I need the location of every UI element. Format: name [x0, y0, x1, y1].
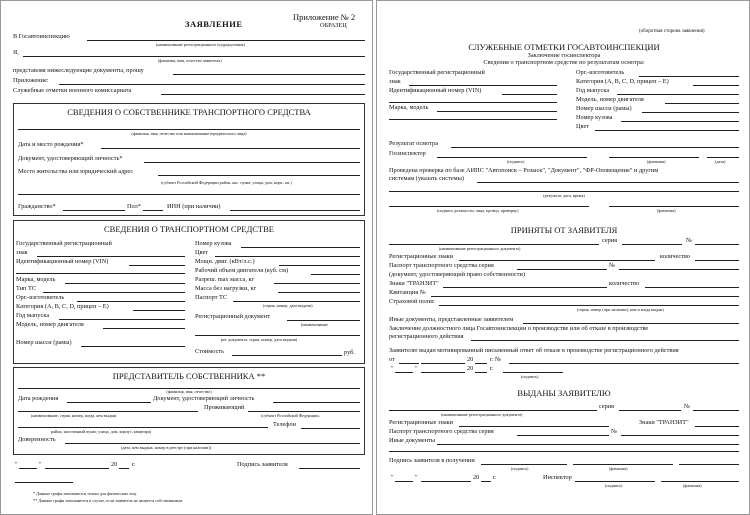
iss-inspector-surname-hint: (фамилия)	[683, 483, 702, 488]
acc-from-label: от	[389, 356, 395, 363]
vehicle-body-field[interactable]	[241, 247, 360, 248]
iss-surname-hint: (фамилия)	[609, 466, 628, 471]
rep-phone-label: Телефон	[273, 421, 297, 428]
r-color-label: Цвет	[576, 123, 590, 130]
owner-inn-field[interactable]	[230, 210, 360, 211]
acc-date-year-prefix: 20	[467, 365, 474, 372]
vehicle-reg-sign-label-2: знак	[16, 249, 28, 256]
r-engine-field[interactable]	[665, 103, 739, 104]
rep-poa-label: Доверенность	[18, 436, 56, 443]
owner-id-doc-field[interactable]	[144, 162, 360, 163]
service-title: СЛУЖЕБНЫЕ ОТМЕТКИ ГОСАВТОИНСПЕКЦИИ	[468, 42, 660, 52]
owner-residence-field-2[interactable]	[18, 194, 360, 195]
acc-plates-label: Регистрационные знаки	[389, 253, 454, 260]
iss-doc-field[interactable]	[389, 410, 597, 411]
iss-signature-hint: (подпись)	[511, 466, 529, 471]
applicant-signature-label: Подпись заявителя	[237, 461, 288, 468]
rep-phone-field[interactable]	[301, 428, 360, 429]
iss-inspector-label: Инспектор	[543, 474, 572, 481]
owner-section-title: СВЕДЕНИЯ О СОБСТВЕННИКЕ ТРАНСПОРТНОГО СРЕДСТВА	[67, 107, 311, 117]
iss-doc-hint: (наименование регистрационного документа)	[441, 412, 523, 417]
rep-name-hint: (фамилия, имя, отчество)	[166, 389, 212, 394]
r-category-field[interactable]	[693, 85, 739, 86]
vehicle-make-field[interactable]	[65, 283, 185, 284]
acc-other-docs-field[interactable]	[523, 323, 739, 324]
vehicle-vin-field[interactable]	[129, 265, 185, 266]
r-reg-sign-field[interactable]	[409, 85, 557, 86]
applicant-name-field[interactable]	[23, 56, 365, 57]
vehicle-color-field[interactable]	[215, 256, 360, 257]
owner-sex-label: Пол*	[127, 203, 141, 210]
acc-refusal-text: Заявителю выдан мотивированный письменный ответ об отказе в производстве регистрационного действия	[389, 347, 679, 354]
iss-number-field[interactable]	[693, 410, 739, 411]
r-reg-sign-label: Государственный регистрационный	[389, 69, 485, 76]
vehicle-reg-sign-field[interactable]	[37, 256, 185, 257]
acc-date-year-suffix: г.	[490, 365, 494, 372]
acc-refusal-number-field[interactable]	[509, 363, 739, 364]
acc-count-label: количество	[660, 253, 691, 260]
r-check-result-field[interactable]	[389, 191, 739, 192]
iss-other-field-2[interactable]	[389, 451, 739, 452]
owner-citizenship-field[interactable]	[63, 210, 125, 211]
iss-year-prefix: 20	[473, 474, 480, 481]
iss-quote-open: "	[391, 474, 394, 481]
iss-series-field[interactable]	[619, 410, 681, 411]
acc-date-sign-field[interactable]	[503, 372, 563, 373]
acc-quote-close: "	[415, 365, 418, 372]
applicant-name-hint: (фамилия, имя, отчество заявителя)	[158, 58, 222, 63]
vehicle-volume-field[interactable]	[311, 274, 360, 275]
acc-from-day-field[interactable]	[399, 363, 419, 364]
appendix-label: Приложение:	[13, 77, 49, 84]
acc-pts-label: Паспорт транспортного средства серия	[389, 262, 494, 269]
rep-address-field[interactable]	[18, 427, 268, 428]
issued-title: ВЫДАНЫ ЗАЯВИТЕЛЮ	[517, 388, 611, 398]
vehicle-color-label: Цвет	[195, 249, 209, 256]
vehicle-reg-doc-label: Регистрационный документ	[195, 313, 270, 320]
r-vin-label: Идентификационный номер (VIN)	[389, 87, 482, 94]
iss-surname-field[interactable]	[573, 464, 673, 465]
r-make-field[interactable]	[437, 111, 557, 112]
r-category-label: Категория (A, B, C, D, прицеп – E)	[576, 78, 669, 85]
vehicle-pts-hint: (серия, номер, дата выдачи)	[263, 303, 313, 308]
iss-signature-label: Подпись заявителя в получении	[389, 457, 475, 464]
r-inspector-sign-hint: (подпись)	[507, 159, 525, 164]
r-make-field-2[interactable]	[389, 119, 557, 120]
iss-other-field[interactable]	[437, 444, 739, 445]
rep-residence-field[interactable]	[248, 411, 360, 412]
r-inspector-label: Госинспектор	[389, 150, 426, 157]
vehicle-pts-field[interactable]	[233, 301, 360, 302]
footnote-divider	[15, 482, 73, 483]
iss-signature-field[interactable]	[481, 464, 567, 465]
r-inspector-surname-hint: (фамилия)	[647, 159, 666, 164]
iss-other-label: Иные документы	[389, 437, 436, 444]
military-field[interactable]	[161, 94, 365, 95]
vehicle-reg-doc-hint: (наименование	[301, 322, 328, 327]
vehicle-year-field[interactable]	[59, 319, 185, 320]
vehicle-cost-unit: руб.	[344, 349, 355, 356]
acc-transit-label: Знаки "ТРАНЗИТ"	[389, 280, 439, 287]
acc-quote-open: "	[391, 365, 394, 372]
acc-pts-number-field[interactable]	[619, 269, 739, 270]
vehicle-make-label: Марка, модель	[16, 276, 56, 283]
date-quote-open: "	[15, 461, 18, 468]
acc-pts-number-label: №	[609, 262, 616, 269]
acc-number-field[interactable]	[695, 244, 739, 245]
acc-series-label: серия	[602, 237, 618, 244]
r-year-field[interactable]	[617, 94, 739, 95]
document-title: ЗАЯВЛЕНИЕ	[185, 19, 243, 29]
vehicle-manufacturer-field[interactable]	[77, 301, 185, 302]
acc-conclusion-field[interactable]	[471, 340, 739, 341]
vehicle-reg-sign-label: Государственный регистрационный	[16, 240, 112, 247]
acc-receipt-label: Квитанция №	[389, 289, 426, 296]
inspector-conclusion: Заключение госинспектора	[527, 52, 601, 59]
r-year-label: Год выпуска	[576, 87, 610, 94]
rep-birth-field[interactable]	[67, 402, 151, 403]
vehicle-body-label: Номер кузова	[195, 240, 232, 247]
vehicle-vin-label: Идентификационный номер (VIN)	[16, 258, 109, 265]
iss-quote-close: "	[415, 474, 418, 481]
vehicle-max-mass-field[interactable]	[274, 283, 360, 284]
r-vin-field[interactable]	[502, 94, 557, 95]
acc-date-year-field[interactable]	[475, 372, 487, 373]
r-color-field[interactable]	[595, 130, 739, 131]
footnote-1: * Данные графы заполняются только для физических лиц.	[33, 491, 137, 496]
application-front-page	[0, 0, 373, 515]
vehicle-engine-model-field[interactable]	[103, 328, 185, 329]
iss-year-suffix: г.	[493, 474, 497, 481]
to-field[interactable]	[87, 40, 365, 41]
acc-doc-field[interactable]	[389, 244, 599, 245]
vehicle-section-title: СВЕДЕНИЯ О ТРАНСПОРТНОМ СРЕДСТВЕ	[103, 224, 274, 234]
acc-conclusion-text: Заключение должностного лица Госавтоинспекции о производстве или об отказе в производстве	[389, 325, 649, 332]
r-chassis-label: Номер шасси (рамы)	[576, 105, 632, 112]
r-chassis-field[interactable]	[642, 112, 739, 113]
r-vin-field-2[interactable]	[389, 102, 557, 103]
r-manufacturer-field[interactable]	[639, 76, 739, 77]
iss-transit-label: Знаки "ТРАНЗИТ"	[639, 419, 689, 426]
rep-id-field-2[interactable]	[18, 411, 198, 412]
r-checker-sign-field[interactable]	[389, 206, 589, 207]
date-year-field[interactable]	[119, 468, 129, 469]
rep-id-field[interactable]	[273, 402, 360, 403]
vehicle-engine-model-label: Модель, номер двигателя	[16, 321, 84, 328]
owner-residence-field[interactable]	[158, 175, 360, 176]
owner-residence-label: Место жительства или юридический адрес	[18, 168, 134, 175]
vehicle-pts-label: Паспорт ТС	[195, 294, 228, 301]
r-inspector-sign-field[interactable]	[437, 157, 587, 158]
r-manufacturer-label: Орг.-изготовитель	[576, 69, 625, 76]
iss-inspector-surname-field[interactable]	[661, 481, 739, 482]
r-engine-label: Модель, номер двигателя	[576, 96, 644, 103]
footnote-2: ** Данные графы заполняются в случае, если заявитель не является собственником.	[33, 498, 184, 503]
r-body-label: Номер кузова	[576, 114, 613, 121]
acc-year-prefix: 20	[467, 356, 474, 363]
iss-number-label: №	[684, 403, 691, 410]
rep-id-hint: (наименование, серия, номер, когда, кем выдан)	[31, 413, 117, 418]
acc-receipt-field[interactable]	[431, 296, 739, 297]
acc-number-label: №	[686, 237, 693, 244]
back-side-label: (оборотная сторона заявления)	[639, 29, 705, 34]
acc-series-field[interactable]	[622, 244, 682, 245]
sample-mark: ОБРАЗЕЦ	[320, 22, 347, 29]
request-field[interactable]	[173, 74, 365, 75]
date-day-field[interactable]	[19, 468, 37, 469]
r-reg-sign-label-2: знак	[389, 78, 401, 85]
iss-pts-number-field[interactable]	[621, 435, 739, 436]
vehicle-power-label: Мощн. двиг. (кВт/л.с.)	[195, 258, 255, 265]
r-checker-surname-hint: (фамилия)	[657, 208, 676, 213]
acc-plates-field[interactable]	[459, 260, 655, 261]
acc-policy-label: Страховой полис	[389, 298, 435, 305]
owner-inn-label: ИНН (при наличии)	[167, 203, 221, 210]
vehicle-year-label: Год выпуска	[16, 312, 50, 319]
owner-birth-label: Дата и место рождения*	[18, 141, 84, 148]
vehicle-type-field[interactable]	[43, 292, 185, 293]
rep-birth-label: Дата рождения	[18, 395, 59, 402]
acc-date-day-field[interactable]	[395, 372, 413, 373]
vehicle-category-label: Категория (A, B, C, D, прицеп – E)	[16, 303, 109, 310]
i-label: Я,	[13, 49, 19, 56]
iss-year-field[interactable]	[481, 481, 491, 482]
vehicle-power-field[interactable]	[279, 265, 360, 266]
r-checker-hint: (подпись должностн. лица, провод. проверку)	[437, 208, 519, 213]
appendix-number: Приложение № 2	[293, 12, 356, 22]
acc-date-month-field[interactable]	[421, 372, 465, 373]
r-check-systems-field[interactable]	[477, 182, 739, 183]
r-checker-surname-field[interactable]	[609, 206, 739, 207]
rep-address-hint: район, населенный пункт, улица, дом, корпус, квартира)	[51, 429, 152, 434]
r-check-text-2: системам (указать системы)	[389, 175, 464, 182]
acc-transit-count-label: количество	[609, 280, 640, 287]
r-check-text: Проведена проверка по базе АИПС "Автопоиск – Розыск", "Документ", "ФР-Оповещение" и другим	[389, 167, 659, 174]
applicant-signature-field[interactable]	[299, 468, 360, 469]
present-label: представляя нижеследующие документы, прошу	[13, 67, 144, 74]
r-check-result-hint: (результат, дата, время)	[543, 193, 585, 198]
iss-inspector-sign-hint: (подпись)	[605, 483, 623, 488]
r-inspector-date-field[interactable]	[707, 157, 739, 158]
rep-region-hint: (субъект Российской Федерации,	[261, 413, 320, 418]
vehicle-category-field[interactable]	[133, 310, 185, 311]
r-make-label: Марка, модель	[389, 104, 429, 111]
iss-series-label: серия	[599, 403, 615, 410]
acc-policy-field[interactable]	[439, 305, 739, 306]
owner-birth-field[interactable]	[101, 148, 360, 149]
iss-transit-field[interactable]	[695, 426, 739, 427]
r-inspector-surname-field[interactable]	[609, 157, 699, 158]
vehicle-vin-field-2[interactable]	[16, 273, 185, 274]
owner-citizenship-label: Гражданство*	[18, 203, 56, 210]
r-result-label: Результат осмотра	[389, 140, 439, 147]
vehicle-chassis-field[interactable]	[81, 346, 185, 347]
iss-month-field[interactable]	[421, 481, 471, 482]
r-inspector-date-hint: (дата)	[715, 159, 726, 164]
acc-other-docs-label: Иные документы, представленные заявителем	[389, 316, 514, 323]
vehicle-type-label: Тип ТС	[16, 285, 37, 292]
iss-plates-field[interactable]	[459, 426, 609, 427]
owner-residence-hint: (субъект Российской Федерации район, нас. пункт, улица, дом, корп., кв.)	[161, 180, 292, 185]
acc-year-suffix: г. №	[490, 356, 502, 363]
iss-pts-series-field[interactable]	[517, 435, 609, 436]
to-hint: (наименование регистрационного подразделения)	[156, 42, 245, 47]
owner-id-doc-label: Документ, удостоверяющий личность*	[18, 155, 123, 162]
owner-name-field[interactable]	[18, 129, 360, 130]
acc-doc-hint: (наименование регистрационного документа)	[439, 246, 521, 251]
rep-poa-field[interactable]	[65, 443, 360, 444]
to-label: В Госавтоинспекцию	[13, 33, 70, 40]
acc-policy-hint: (серия, номер (при наличии), кем и когда выдан)	[577, 307, 664, 312]
date-year-prefix: 20	[111, 461, 118, 468]
date-quote-close: "	[39, 461, 42, 468]
accepted-title: ПРИНЯТЫ ОТ ЗАЯВИТЕЛЯ	[510, 225, 618, 235]
appendix-field[interactable]	[59, 84, 365, 85]
iss-plates-label: Регистрационные знаки	[389, 419, 454, 426]
acc-from-month-field[interactable]	[421, 363, 465, 364]
r-result-field[interactable]	[451, 147, 739, 148]
representative-section-title: ПРЕДСТАВИТЕЛЬ СОБСТВЕННИКА **	[112, 371, 266, 381]
acc-id-doc-hint: (документ, удостоверяющий право собственности)	[389, 271, 526, 278]
owner-name-hint: (фамилия, имя, отчество или наименование юридического лица)	[131, 131, 247, 136]
owner-sex-field[interactable]	[143, 210, 163, 211]
date-month-field[interactable]	[45, 468, 109, 469]
iss-inspector-sign-field[interactable]	[575, 481, 655, 482]
acc-count-field[interactable]	[695, 260, 739, 261]
acc-date-sign-hint: (подпись)	[521, 374, 539, 379]
acc-transit-count-field[interactable]	[645, 287, 739, 288]
vehicle-chassis-label: Номер шасси (рамы)	[16, 339, 72, 346]
iss-pts-label: Паспорт транспортного средства серия	[389, 428, 494, 435]
acc-transit-field[interactable]	[443, 287, 607, 288]
application-back-page	[376, 0, 750, 515]
acc-pts-series-field[interactable]	[517, 269, 607, 270]
rep-poa-hint: (дата, кем выдана, номер в реестре (при наличии))	[121, 445, 212, 450]
vehicle-manufacturer-label: Орг.-изготовитель	[16, 294, 65, 301]
vehicle-cost-field[interactable]	[232, 355, 342, 356]
rep-residence-label: Проживающий	[204, 404, 245, 411]
vehicle-unladen-label: Масса без нагрузки, кг	[195, 285, 257, 292]
r-body-field[interactable]	[621, 121, 739, 122]
iss-pts-number-label: №	[611, 428, 618, 435]
rep-id-label: Документ, удостоверяющий личность	[153, 395, 255, 402]
military-label: Служебные отметки военного комиссариата	[13, 87, 132, 94]
acc-year-field[interactable]	[475, 363, 487, 364]
vehicle-reg-doc-field-2[interactable]	[195, 335, 360, 336]
vehicle-reg-doc-field[interactable]	[287, 320, 360, 321]
vehicle-volume-label: Рабочий объем двигателя (куб. см)	[195, 267, 289, 274]
acc-conclusion-text-2: регистрационного действия	[389, 333, 464, 340]
iss-date-field[interactable]	[679, 464, 739, 465]
vehicle-max-mass-label: Разреш. max масса, кг	[195, 276, 255, 283]
iss-day-field[interactable]	[395, 481, 413, 482]
vehicle-reg-doc-hint-2: рег. документа, серия, номер, дата выдачи)	[221, 337, 298, 342]
vehicle-unladen-field[interactable]	[278, 292, 360, 293]
inspection-info: Сведения о транспортном средстве по результатам осмотра:	[483, 59, 645, 66]
date-year-suffix: г.	[132, 461, 136, 468]
vehicle-cost-label: Стоимость	[195, 348, 225, 355]
